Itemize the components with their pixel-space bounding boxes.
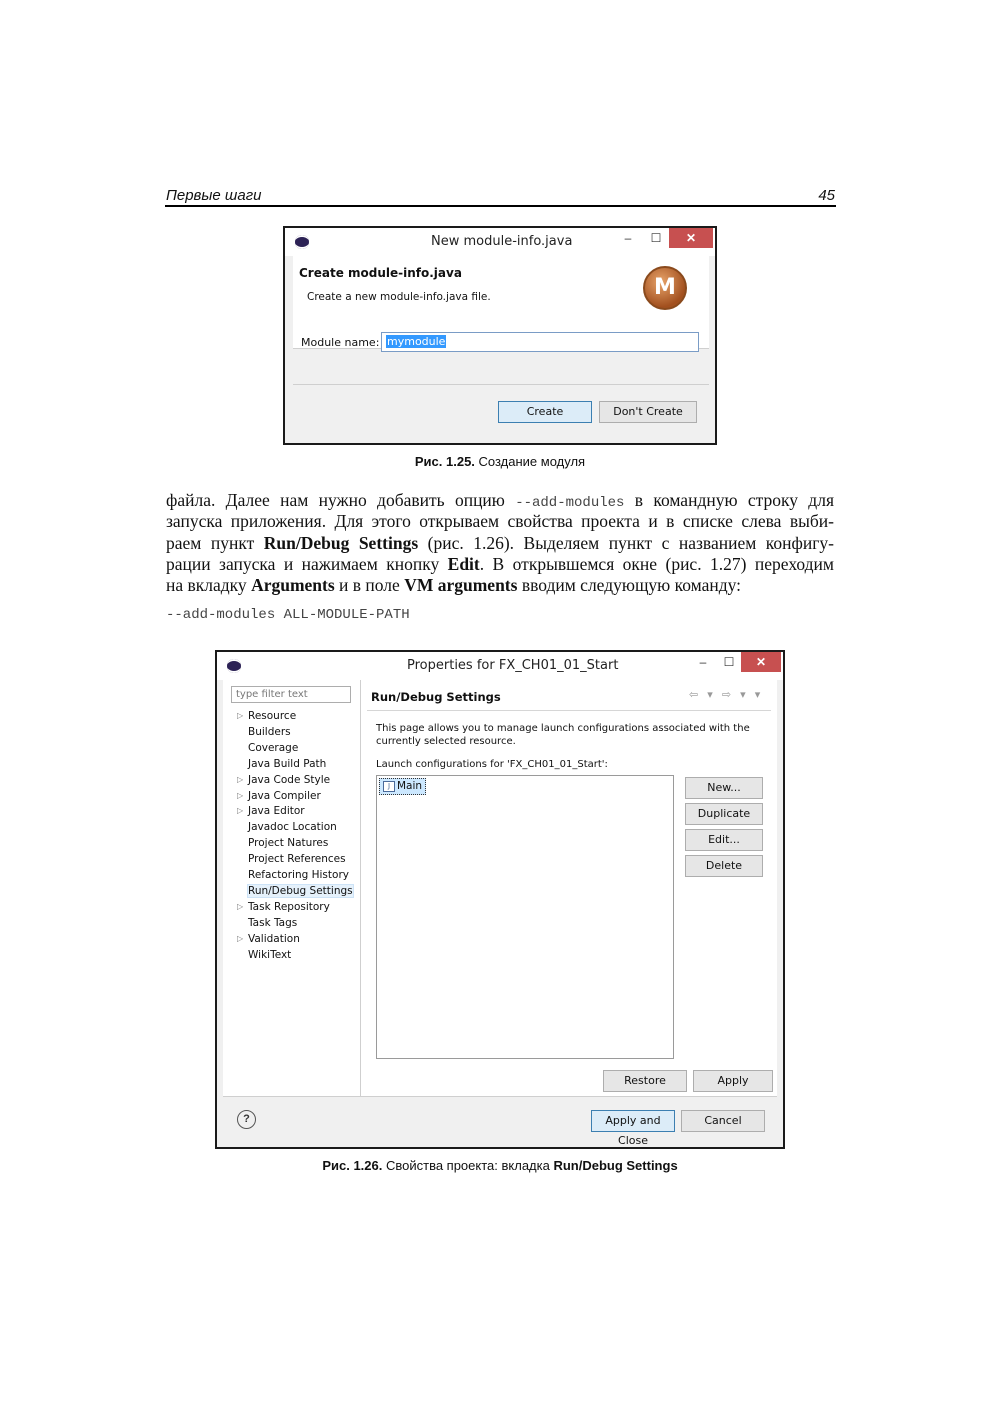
tree-item-label: Project Natures — [248, 837, 329, 850]
eclipse-icon — [295, 235, 309, 249]
expand-arrow-icon[interactable]: ▷ — [237, 711, 244, 720]
tree-item[interactable] — [248, 758, 326, 770]
edit-button[interactable]: Edit... — [685, 829, 763, 851]
tree-item-label: WikiText — [248, 948, 292, 961]
tree-item-label: Project References — [248, 853, 346, 866]
duplicate-button[interactable]: Duplicate — [685, 803, 763, 825]
tree-item-label: Java Build Path — [248, 757, 327, 770]
tree-item[interactable] — [248, 837, 328, 849]
section-description: This page allows you to manage launch configurations associated with the currently selected resource. — [376, 723, 750, 747]
tree-item-label: Task Repository — [248, 900, 330, 913]
section-separator — [367, 710, 771, 711]
module-logo-icon: M — [643, 266, 687, 310]
create-button[interactable]: Create — [498, 401, 592, 423]
category-tree-panel — [223, 680, 361, 1096]
bold-term: Edit — [447, 553, 480, 574]
body-text: и в поле — [334, 575, 405, 596]
java-launch-icon: J — [383, 781, 395, 792]
caption2-number: Рис. 1.26. — [322, 1158, 383, 1173]
body-text: на вкладку — [166, 575, 252, 596]
tree-item-label: Java Editor — [248, 805, 305, 818]
body-text: . В открывшемся окне (рис. 1.27) переходим — [479, 553, 834, 574]
properties-dialog — [215, 650, 785, 1149]
eclipse-icon — [227, 659, 241, 673]
tree-item[interactable] — [248, 917, 297, 929]
body-line-4 — [166, 554, 834, 575]
tree-item[interactable] — [248, 949, 291, 961]
expand-arrow-icon[interactable]: ▷ — [237, 774, 244, 784]
caption1-number: Рис. 1.25. — [414, 454, 475, 469]
tree-item[interactable] — [237, 773, 331, 786]
settings-panel — [361, 680, 777, 1096]
apply-and-close-button[interactable]: Apply and Close — [591, 1110, 675, 1132]
expand-arrow-icon[interactable]: ▷ — [237, 790, 244, 800]
bold-term: Arguments — [251, 575, 335, 596]
tree-item[interactable] — [248, 726, 291, 738]
tree-item-label: Coverage — [248, 741, 299, 754]
tree-item[interactable] — [248, 853, 346, 865]
launch-configurations-list[interactable] — [376, 775, 674, 1059]
header-rule — [165, 205, 836, 207]
tree-item[interactable] — [248, 742, 298, 754]
cancel-button[interactable]: Cancel — [681, 1110, 765, 1132]
minimize-button[interactable]: – — [624, 231, 632, 245]
body-text: раем пункт — [166, 532, 264, 553]
tree-item[interactable] — [248, 869, 349, 881]
tree-item-label: Refactoring History — [248, 869, 349, 881]
caption1-text: Создание модуля — [474, 454, 586, 469]
launch-configurations-label: Launch configurations for 'FX_CH01_01_Start': — [376, 759, 608, 770]
list-item-label: Main — [397, 780, 423, 792]
caption2-text: Свойства проекта: вкладка — [382, 1158, 554, 1173]
dialog1-description: Create a new module-info.java file. — [307, 291, 491, 303]
maximize-button[interactable]: ☐ — [723, 655, 735, 669]
apply-button[interactable]: Apply — [693, 1070, 773, 1092]
close-button[interactable]: ✕ — [741, 652, 781, 672]
expand-arrow-icon[interactable]: ▷ — [237, 901, 244, 911]
tree-item-label: Java Compiler — [248, 789, 321, 802]
bold-term: VM arguments — [404, 575, 518, 596]
tree-item-label: Javadoc Location — [248, 821, 337, 834]
maximize-button[interactable]: ☐ — [650, 231, 662, 245]
module-name-label: Module name: — [301, 336, 380, 349]
tree-item-label: Builders — [248, 725, 291, 738]
dialog1-titlebar — [285, 228, 715, 256]
body-text: вводим следующую команду: — [517, 575, 742, 596]
tree-item-label: Task Tags — [248, 916, 298, 929]
expand-arrow-icon[interactable]: ▷ — [237, 933, 244, 943]
body-paragraph — [166, 490, 834, 596]
bold-term: Run/Debug Settings — [263, 532, 419, 553]
dont-create-button[interactable]: Don't Create — [599, 401, 697, 423]
tree-item-label: Java Code Style — [248, 773, 331, 786]
delete-button[interactable]: Delete — [685, 855, 763, 877]
body-text: (рис. 1.26). Выделяем пункт с названием конфигу- — [418, 532, 834, 553]
dialog1-separator — [293, 384, 709, 385]
tree-item[interactable] — [248, 821, 337, 833]
section-title: Run/Debug Settings — [371, 690, 501, 704]
restore-defaults-button[interactable]: Restore — [603, 1070, 687, 1092]
figure-caption-1-25 — [0, 454, 1000, 469]
new-button[interactable]: New... — [685, 777, 763, 799]
tree-item[interactable] — [237, 789, 321, 802]
page-number: 45 — [818, 187, 835, 204]
module-name-input[interactable] — [381, 332, 699, 352]
body-line-5 — [166, 575, 834, 596]
caption2-bold-tail: Run/Debug Settings — [553, 1158, 678, 1173]
body-line-2: запуска приложения. Для этого открываем свойства проекта и в списке слева выби- — [166, 511, 834, 532]
filter-input[interactable]: type filter text — [231, 686, 351, 703]
body-text: в командную строку для — [624, 490, 834, 510]
help-icon[interactable]: ? — [237, 1110, 256, 1129]
list-item[interactable] — [379, 778, 426, 795]
minimize-button[interactable]: – — [699, 655, 707, 669]
figure-caption-1-26 — [0, 1158, 1000, 1173]
tree-item[interactable] — [237, 932, 300, 945]
tree-item-label: Run/Debug Settings — [248, 884, 353, 897]
tree-item[interactable] — [237, 710, 297, 722]
dialog2-button-bar — [223, 1096, 777, 1147]
dialog2-titlebar — [217, 652, 783, 680]
close-button[interactable]: ✕ — [669, 228, 713, 248]
tree-item[interactable] — [248, 885, 353, 897]
new-module-info-dialog — [283, 226, 717, 445]
dialog1-title: New module-info.java — [431, 234, 573, 249]
tree-item[interactable] — [237, 805, 305, 818]
tree-item-label: Resource — [248, 710, 297, 722]
dialog1-heading: Create module-info.java — [299, 266, 462, 280]
running-header-title: Первые шаги — [166, 187, 262, 204]
body-text: файла. Далее нам нужно добавить опцию — [166, 490, 516, 510]
inline-code: --add-modules — [515, 495, 625, 511]
module-name-value: mymodule — [387, 335, 446, 348]
code-line: --add-modules ALL-MODULE-PATH — [166, 607, 410, 623]
history-nav-icons[interactable]: ⇦ ▾ ⇨ ▾ ▾ — [689, 689, 764, 701]
body-text: рации запуска и нажимаем кнопку — [166, 553, 448, 574]
expand-arrow-icon[interactable]: ▷ — [237, 806, 244, 816]
tree-item-label: Validation — [248, 932, 300, 945]
body-line-3 — [166, 533, 834, 554]
body-line-1 — [166, 490, 834, 511]
tree-item[interactable] — [237, 900, 330, 913]
dialog2-title: Properties for FX_CH01_01_Start — [407, 658, 619, 673]
